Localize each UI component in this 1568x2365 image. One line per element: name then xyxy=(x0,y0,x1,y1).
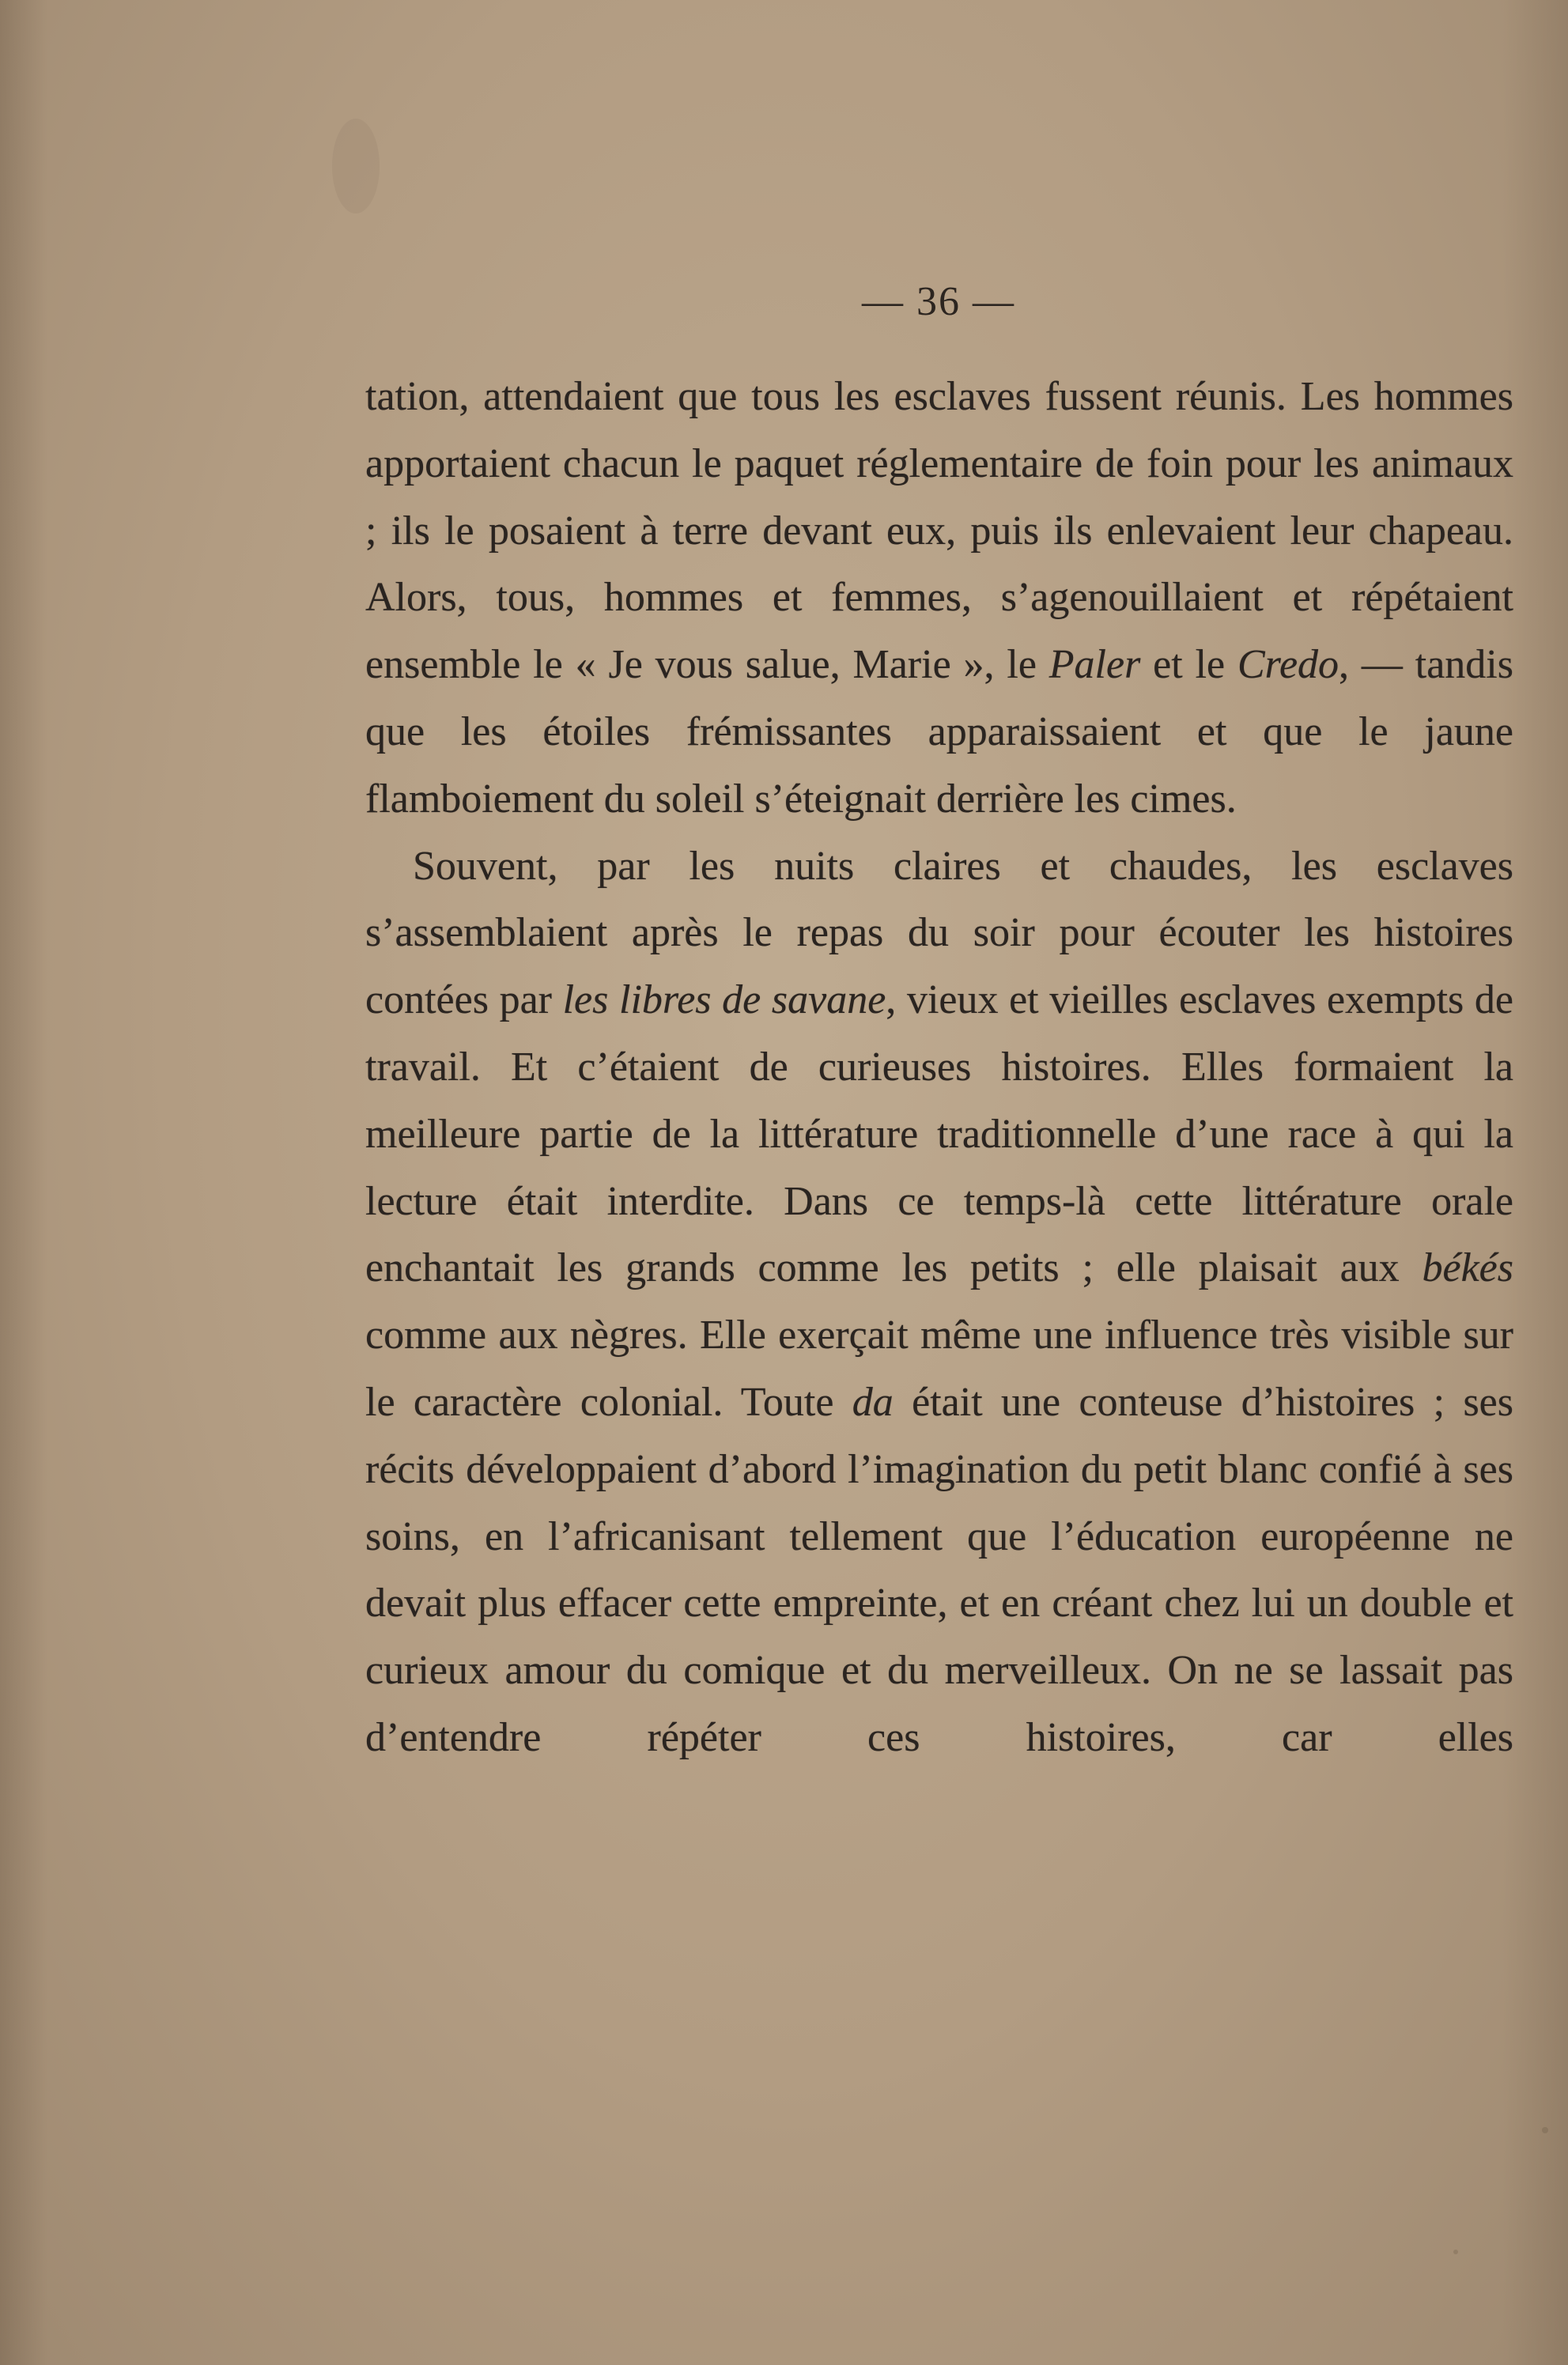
text-run: comme aux nègres. Elle exerçait même une influence très visible sur le caractère colonial. Toute xyxy=(365,1313,1513,1425)
paragraph xyxy=(365,833,1513,1772)
italic-text-run: Credo xyxy=(1237,642,1339,688)
paper-stain xyxy=(1453,2250,1458,2254)
italic-text-run: les libres de savane xyxy=(562,977,886,1023)
page-number: — 36 — xyxy=(862,279,1015,324)
italic-text-run: békés xyxy=(1422,1245,1513,1291)
body-text xyxy=(365,364,1513,1772)
paragraph xyxy=(365,364,1513,833)
text-run: était une conteuse d’histoires ; ses récits développaient d’abord l’imagination du petit blanc confié à ses soins, en l’africanisant tellement que l’éducation européenne ne devait plus effacer cette empreinte, et en créant chez lui un double et curieux amour du comique et du merveilleux. On ne se lassait pas d’entendre répéter ces histoires, car elles xyxy=(365,1379,1513,1760)
italic-text-run: Paler xyxy=(1048,642,1141,688)
paper-stain xyxy=(332,119,380,213)
text-run: , — tandis que les étoiles frémissantes apparaissaient et que le jaune flamboiement du soleil s’éteignait derrière les cimes. xyxy=(365,642,1513,822)
text-run: et le xyxy=(1140,642,1237,688)
text-run: Souvent, par les nuits claires et chaudes, les esclaves s’assemblaient après le repas du soir pour écouter les histoires contées par xyxy=(365,843,1513,1023)
text-run: tation, attendaient que tous les esclaves fussent réunis. Les hommes apportaient chacun le paquet réglementaire de foin pour les animaux ; ils le posaient à terre devant eux, puis ils enlevaient leur chapeau. Alors, tous, hommes et femmes, s’agenouillaient et répétaient ensemble le « Je vous salue, Marie », le xyxy=(365,374,1513,688)
italic-text-run: da xyxy=(852,1379,894,1425)
text-run: , vieux et vieilles esclaves exempts de travail. Et c’étaient de curieuses histoires. Elles formaient la meilleure partie de la littérature traditionnelle d’une race à qui la lecture était interdite. Dans ce temps-là cette littérature orale enchantait les grands comme les petits ; elle plaisait aux xyxy=(365,977,1513,1291)
paper-stain xyxy=(1542,2127,1548,2133)
